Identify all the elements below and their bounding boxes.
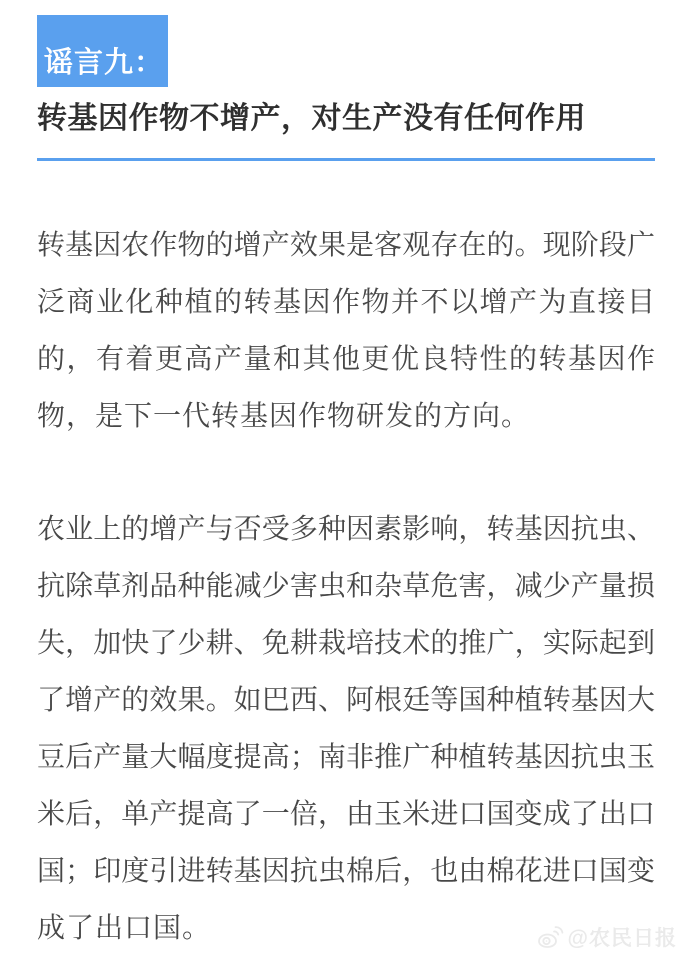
text-line: 国；印度引进转基因抗虫棉后，也由棉花进口国变 [37,855,655,886]
text-line: 米后，单产提高了一倍，由玉米进口国变成了出口 [37,798,655,829]
title-divider [37,158,655,161]
text-line: 成了出口国。 [37,912,212,943]
rumor-number-label: 谣言九： [44,47,165,79]
text-line: 转基因农作物的增产效果是客观存在的。现阶段广 [37,229,655,260]
weibo-icon [537,925,564,949]
article-body [37,216,655,956]
text-line: 泛商业化种植的转基因作物并不以增产为直接目 [37,286,655,317]
paragraph-2 [37,500,655,956]
rumor-number-badge [37,15,168,87]
text-line: 抗除草剂品种能减少害虫和杂草危害，减少产量损 [37,570,655,601]
watermark-handle: @农民日报 [567,927,677,950]
text-line: 豆后产量大幅度提高；南非推广种植转基因抗虫玉 [37,741,655,772]
text-line: 农业上的增产与否受多种因素影响，转基因抗虫、 [37,513,655,544]
text-line: 物，是下一代转基因作物研发的方向。 [37,400,531,431]
text-line: 失，加快了少耕、免耕栽培技术的推广，实际起到 [37,627,655,658]
paragraph-1 [37,216,655,444]
watermark [537,922,677,952]
text-line: 的，有着更高产量和其他更优良特性的转基因作 [37,343,655,374]
text-line: 了增产的效果。如巴西、阿根廷等国种植转基因大 [37,684,655,715]
rumor-title: 转基因作物不增产，对生产没有任何作用 [37,102,586,135]
